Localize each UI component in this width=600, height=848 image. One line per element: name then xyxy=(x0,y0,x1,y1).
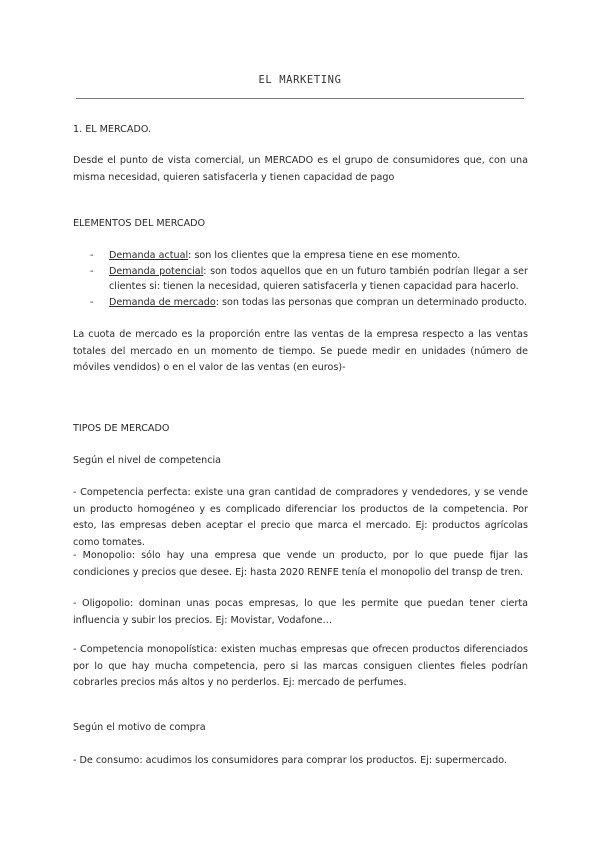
oligopoly-paragraph: - Oligopolio: dominan unas pocas empresas, lo que les permite que puedan tener cierta influencia y subir los precios. Ej: Movistar, Vodafone… xyxy=(73,598,528,626)
term-definition: : son todos aquellos que en un futuro también podrían llegar a ser clientes si: tienen la necesidad, quieren satisfacerla y tienen capacidad para hacerlo. xyxy=(109,266,528,292)
monopoly-paragraph: - Monopolio: sólo hay una empresa que vende un producto, por lo que puede fijar las condiciones y precios que desee. Ej: hasta 2020 RENFE tenía el monopolio del transp de tren. xyxy=(73,550,528,578)
term-definition: : son los clientes que la empresa tiene en ese momento. xyxy=(188,250,461,261)
list-bullet: - xyxy=(90,297,94,308)
list-item xyxy=(90,264,528,294)
list-bullet: - xyxy=(90,250,94,261)
term-demanda-actual: Demanda actual xyxy=(109,250,189,261)
types-heading: TIPOS DE MERCADO xyxy=(73,423,170,434)
consumption-market-paragraph: - De consumo: acudimos los consumidores para comprar los productos. Ej: supermercado. xyxy=(73,755,507,766)
competition-subheading: Según el nivel de competencia xyxy=(73,455,222,466)
market-share-paragraph: La cuota de mercado es la proporción entre las ventas de la empresa respecto a las ventas totales del mercado en un momento de tiempo. Se puede medir en unidades (número de móviles vendidos) o en el valor de las ventas (en euros)- xyxy=(73,329,528,373)
monopolistic-competition-paragraph: - Competencia monopolística: existen muchas empresas que ofrecen productos diferenciados por lo que hay mucha competencia, pero si las marcas consiguen clientes fieles podrían cobrarles precios más altos y no perderlos. Ej: mercado de perfumes. xyxy=(73,644,528,688)
term-demanda-potencial: Demanda potencial xyxy=(109,266,204,277)
purchase-motive-subheading: Según el motivo de compra xyxy=(73,722,206,733)
term-definition: : son todas las personas que compran un determinado producto. xyxy=(215,297,528,308)
section-heading-mercado: 1. EL MERCADO. xyxy=(73,124,152,135)
elements-heading: ELEMENTOS DEL MERCADO xyxy=(73,218,206,229)
title-divider xyxy=(76,98,524,99)
market-definition-paragraph: Desde el punto de vista comercial, un MERCADO es el grupo de consumidores que, con una misma necesidad, quieren satisfacerla y tienen capacidad de pago xyxy=(73,155,528,183)
list-item xyxy=(90,295,528,310)
list-bullet: - xyxy=(90,266,94,277)
term-demanda-de-mercado: Demanda de mercado xyxy=(109,297,216,308)
list-item xyxy=(90,248,528,263)
document-title: EL MARKETING xyxy=(258,74,342,86)
perfect-competition-paragraph: - Competencia perfecta: existe una gran cantidad de compradores y vendedores, y se vende un producto homogéneo y es complicado diferenciar los productos de la competencia. Por esto, las empresas deben aceptar el precio que marca el mercado. Ej: productos agrícolas como tomates. xyxy=(73,487,528,548)
